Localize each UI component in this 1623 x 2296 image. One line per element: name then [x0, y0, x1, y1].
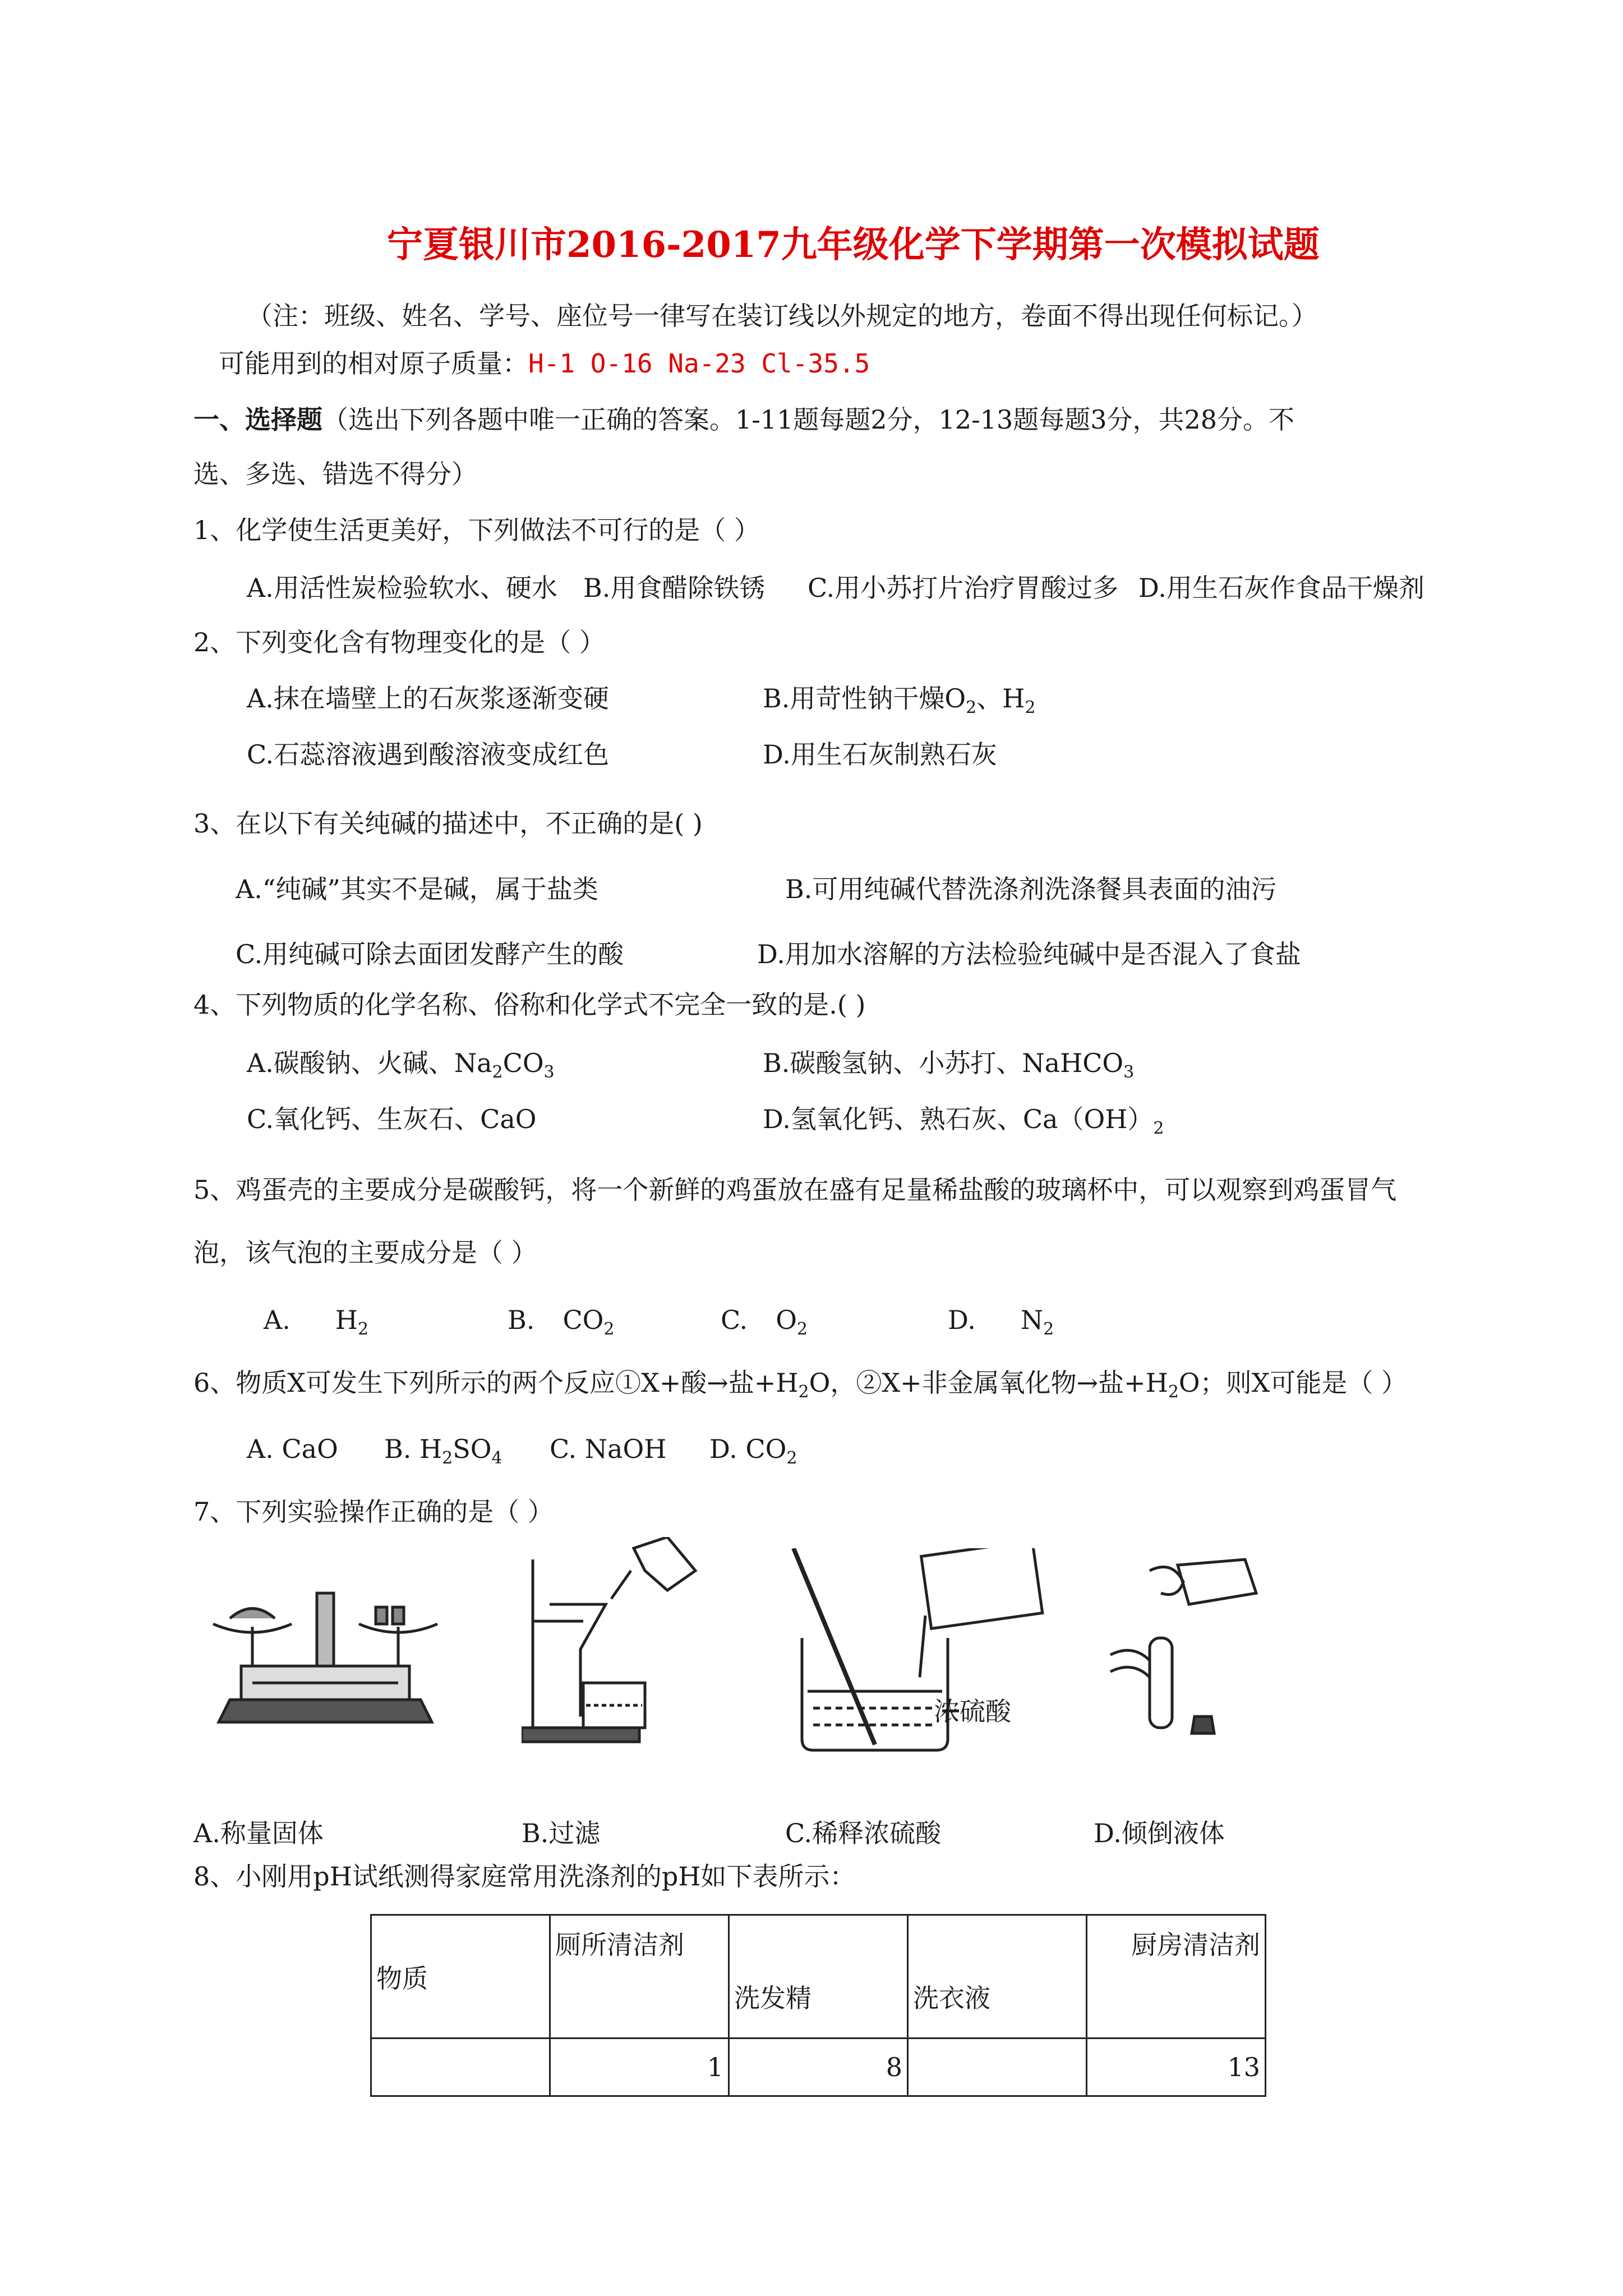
table-header-substance: 物质	[371, 1915, 550, 2039]
q5-stem-2: 泡，该气泡的主要成分是（ ）	[193, 1237, 537, 1268]
table-cell	[371, 2039, 550, 2096]
q4-option-a: A.碳酸钠、火碱、$Na_2CO_3$	[247, 1048, 555, 1082]
q8-stem: 8、小刚用pH试纸测得家庭常用洗涤剂的pH如下表所示：	[193, 1861, 856, 1892]
q1-option-a: A.用活性炭检验软水、硬水	[247, 573, 557, 603]
table-row	[371, 1915, 1266, 2039]
q2-option-d: D.用生石灰制熟石灰	[763, 739, 997, 770]
q1-stem: 1、化学使生活更美好，下列做法不可行的是（ ）	[193, 515, 760, 545]
atomic-mass-values: H-1 O-16 Na-23 Cl-35.5	[528, 348, 870, 379]
q1-option-b: B.用食醋除铁锈	[583, 573, 766, 603]
q5-option-b: B. $CO_2$	[508, 1305, 615, 1339]
q2-option-a: A.抹在墙壁上的石灰浆逐渐变硬	[247, 683, 609, 714]
q4-option-d: D.氢氧化钙、熟石灰、$Ca(OH)_2$	[763, 1104, 1164, 1138]
q1-option-d: D.用生石灰作食品干燥剂	[1138, 573, 1424, 603]
table-header-toilet-cleaner: 厕所清洁剂	[550, 1915, 729, 2039]
exam-note: （注：班级、姓名、学号、座位号一律写在装订线以外规定的地方，卷面不得出现任何标记。）	[247, 301, 1317, 331]
atomic-mass-label: 可能用到的相对原子质量：	[219, 348, 528, 379]
q3-option-c: C.用纯碱可除去面团发酵产生的酸	[236, 939, 624, 969]
q4-option-b: B.碳酸氢钠、小苏打、NaHCO$_3$	[763, 1048, 1135, 1082]
q5-stem-1: 5、鸡蛋壳的主要成分是碳酸钙，将一个新鲜的鸡蛋放在盛有足量稀盐酸的玻璃杯中，可以观察到鸡蛋冒气	[193, 1175, 1397, 1205]
conc-sulfuric-acid-label: 浓硫酸	[934, 1696, 1011, 1727]
table-cell-ph-kitchen: 13	[1087, 2039, 1266, 2096]
q7-option-c: C.稀释浓硫酸	[785, 1818, 942, 1848]
q3-stem: 3、在以下有关纯碱的描述中，不正确的是( )	[193, 808, 703, 839]
pouring-liquid-figure	[1099, 1548, 1267, 1739]
table-cell-ph-laundry	[908, 2039, 1087, 2096]
q3-option-d: D.用加水溶解的方法检验纯碱中是否混入了食盐	[757, 939, 1301, 969]
balance-scale-figure	[208, 1565, 449, 1733]
atomic-mass-line	[219, 348, 870, 379]
table-header-kitchen-cleaner: 厨房清洁剂	[1087, 1915, 1266, 2039]
section-1-instructions-2: 选、多选、错选不得分）	[193, 459, 477, 489]
q6-option-a: A. CaO	[247, 1434, 338, 1464]
q5-option-c: C. $O_2$	[721, 1305, 808, 1339]
q6-option-c: C. NaOH	[550, 1434, 667, 1464]
q2-stem: 2、下列变化含有物理变化的是（ ）	[193, 627, 605, 657]
q4-stem: 4、下列物质的化学名称、俗称和化学式不完全一致的是.( )	[193, 990, 866, 1020]
table-row	[371, 2039, 1266, 2096]
table-header-shampoo: 洗发精	[729, 1915, 908, 2039]
q7-stem: 7、下列实验操作正确的是（ ）	[193, 1497, 554, 1527]
q6-option-b: B. $H_2SO_4$	[384, 1434, 502, 1468]
q5-option-d: D. $N_2$	[948, 1305, 1054, 1339]
table-cell-ph-toilet: 1	[550, 2039, 729, 2096]
q7-option-d: D.倾倒液体	[1094, 1818, 1225, 1848]
q7-option-b: B.过滤	[522, 1818, 601, 1848]
q6-stem: 6、物质X可发生下列所示的两个反应①X+酸→盐$+H_2O$，②X+非金属氧化物→盐$+H_2O$；则X可能是（ ）	[193, 1368, 1408, 1402]
q4-option-c: C.氧化钙、生灰石、CaO	[247, 1104, 537, 1134]
q6-option-d: D. $CO_2$	[709, 1434, 797, 1468]
q2-option-b: B.用苛性钠干燥$O_2$、$H_2$	[763, 683, 1036, 717]
filtration-figure	[522, 1537, 701, 1750]
q5-option-a: A. $H_2$	[264, 1305, 369, 1339]
q3-option-b: B.可用纯碱代替洗涤剂洗涤餐具表面的油污	[785, 874, 1277, 904]
section-1-title: 一、选择题	[193, 404, 322, 435]
section-1-heading	[193, 404, 1295, 435]
q2-option-c: C.石蕊溶液遇到酸溶液变成红色	[247, 739, 610, 770]
page-title: 宁夏银川市2016-2017九年级化学下学期第一次模拟试题	[387, 224, 1320, 266]
table-cell-ph-shampoo: 8	[729, 2039, 908, 2096]
dilution-figure	[791, 1548, 1054, 1761]
section-1-instructions: （选出下列各题中唯一正确的答案。1-11题每题2分，12-13题每题3分，共28分。不	[322, 404, 1295, 435]
ph-table	[370, 1914, 1266, 2097]
q7-option-a: A.称量固体	[193, 1818, 324, 1848]
q3-option-a: A.“纯碱”其实不是碱，属于盐类	[236, 874, 598, 904]
table-header-laundry-detergent: 洗衣液	[908, 1915, 1087, 2039]
q1-option-c: C.用小苏打片治疗胃酸过多	[808, 573, 1119, 603]
